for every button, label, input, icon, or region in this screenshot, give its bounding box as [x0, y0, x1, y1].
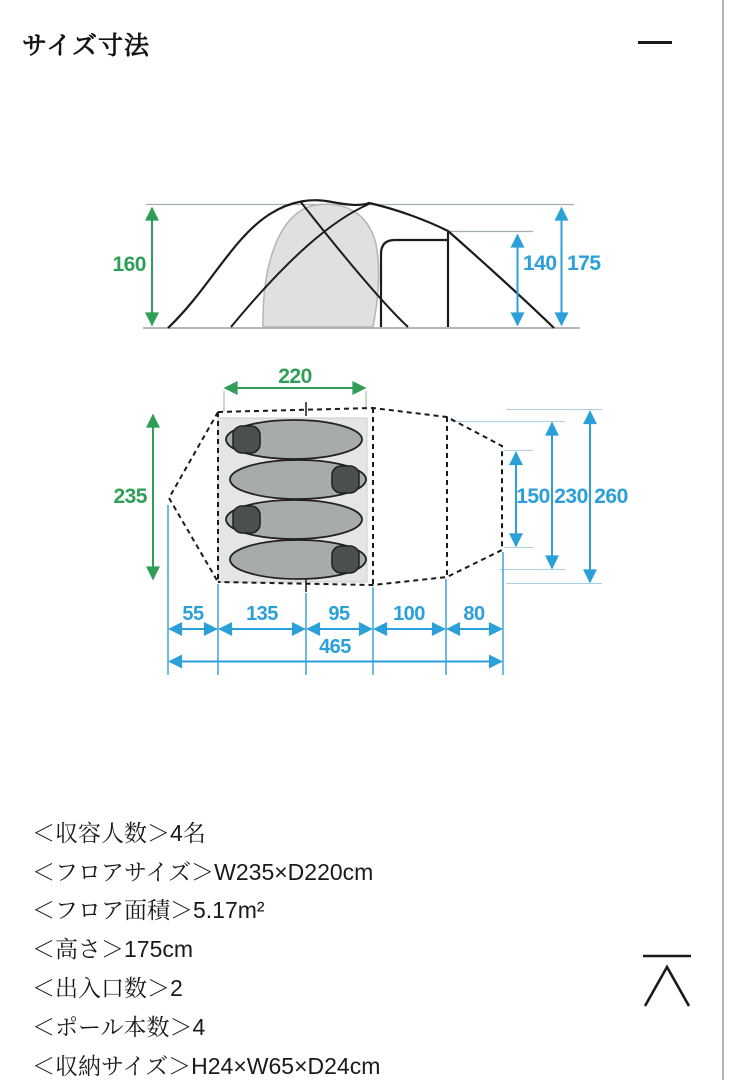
dimension-width-230 — [552, 423, 588, 568]
spec-item-poles: ＜ポール本数＞4 — [32, 1013, 206, 1040]
dimension-label: 100 — [393, 603, 425, 625]
tent-side-view — [112, 200, 601, 328]
sleeping-bag — [230, 460, 366, 499]
spec-item-floor-area: ＜フロア面積＞5.17m² — [32, 897, 265, 924]
spec-list — [32, 812, 380, 1084]
tent-door — [381, 240, 447, 327]
tent-floor-plan — [113, 365, 627, 675]
dimension-label: 175 — [567, 252, 601, 275]
sleeping-bag — [226, 500, 362, 539]
dimension-label: 235 — [113, 485, 147, 508]
dimension-height-175 — [562, 208, 602, 325]
dimension-label: 230 — [554, 485, 588, 508]
dimension-label: 465 — [319, 636, 351, 658]
dimension-label: 220 — [278, 365, 312, 388]
dimension-label: 260 — [594, 485, 628, 508]
dimension-total-465 — [170, 636, 502, 662]
spec-item-height: ＜高さ＞175cm — [32, 936, 194, 963]
dimension-depth-235 — [113, 415, 153, 579]
dimension-height-160 — [112, 208, 152, 325]
dimension-label: 160 — [112, 253, 146, 276]
spec-item-doors: ＜出入口数＞2 — [32, 975, 183, 1002]
dimension-width-260 — [590, 412, 628, 583]
dimension-label: 140 — [523, 252, 557, 275]
dimension-segments — [170, 603, 502, 629]
dimension-label: 135 — [246, 603, 278, 625]
spec-item-capacity: ＜収容人数＞4名 — [32, 819, 206, 846]
sleeping-bag — [230, 540, 366, 579]
sleeping-bag — [226, 420, 362, 459]
scroll-to-top-icon — [641, 944, 693, 1008]
scroll-to-top-button[interactable] — [641, 944, 693, 1008]
inner-tent-dome — [263, 204, 379, 327]
dimension-label: 150 — [516, 485, 550, 508]
spec-item-floor-size: ＜フロアサイズ＞W235×D220cm — [32, 858, 374, 885]
dimension-label: 80 — [463, 603, 485, 625]
dimension-label: 55 — [182, 603, 204, 625]
section-title: サイズ寸法 — [22, 32, 151, 60]
dimension-label: 95 — [328, 603, 350, 625]
dimension-width-150 — [516, 453, 550, 547]
right-edge-scrollbar-track[interactable] — [722, 0, 724, 1080]
dimension-width-220 — [225, 365, 365, 388]
spec-item-packed-size: ＜収納サイズ＞H24×W65×D24cm — [32, 1052, 381, 1079]
